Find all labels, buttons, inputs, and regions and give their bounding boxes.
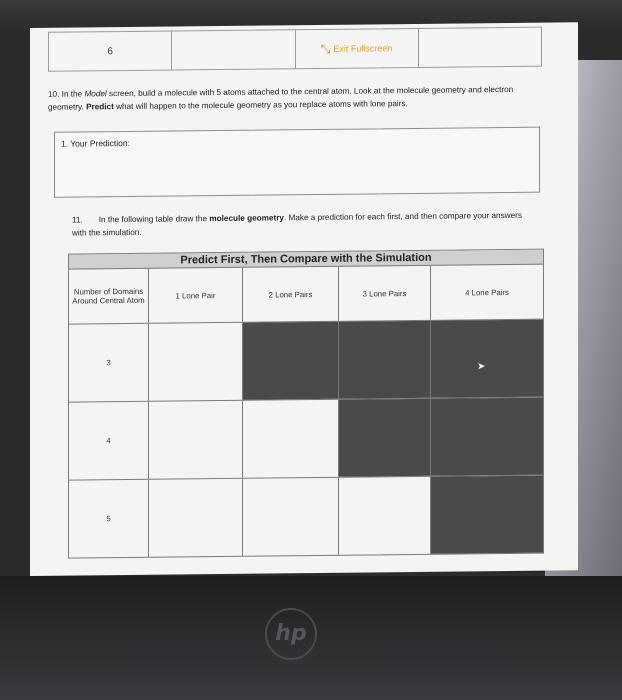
table-title: Predict First, Then Compare with the Simulation [69,250,543,270]
question-number: 10. [48,89,60,99]
answer-cell[interactable] [243,400,339,478]
exit-fullscreen-button[interactable] [296,29,419,68]
answer-cell[interactable] [431,320,543,398]
question-text: screen, build a molecule with 5 atoms attached to the central atom. Look at the molecule geometry and electron geometry. [48,84,514,112]
prediction-label: 1. Your Prediction: [61,137,130,149]
row-label: 4 [69,402,149,480]
question-text: what will happen to the molecule geometry as you replace atoms with lone pairs. [116,99,408,112]
answer-cell[interactable] [339,321,431,399]
answer-cell[interactable] [339,477,431,555]
column-header: Number of Domains Around Central Atom [69,269,149,324]
question-text: . Make a prediction for each first, and then compare your answers with the simulation. [72,210,522,238]
answer-cell[interactable] [243,322,339,400]
question-number: 11. [72,215,83,225]
table-row [69,476,543,558]
worksheet-screen [30,22,578,576]
geometry-table [68,249,544,559]
exit-fullscreen-icon: ⤡ [320,41,331,56]
column-header: 4 Lone Pairs [465,287,509,297]
question-text-emphasis: Model [84,89,107,99]
toolbar-cell [172,30,295,69]
row-label: 3 [69,324,149,402]
answer-cell[interactable] [431,476,543,554]
column-header: 1 Lone Pair [149,268,243,323]
answer-cell[interactable] [149,479,243,557]
column-header: 3 Lone Pairs [339,266,431,321]
question-11 [72,209,532,240]
mouse-cursor-icon: ➤ [477,361,486,373]
exit-fullscreen-label: Exit Fullscreen [333,43,393,54]
top-toolbar [48,27,542,72]
question-10 [48,83,518,114]
table-header-row [69,265,543,325]
answer-cell[interactable] [339,399,431,477]
answer-cell[interactable] [431,398,543,476]
question-text: In the following table draw the [98,214,208,225]
question-text-bold: molecule geometry [209,213,284,224]
hp-logo: hp [265,608,317,660]
table-row [69,320,543,403]
column-header: 2 Lone Pairs [243,267,339,322]
answer-cell[interactable] [149,323,243,401]
table-row [69,398,543,481]
page-number: 6 [49,32,172,71]
toolbar-cell [419,28,541,67]
answer-cell[interactable] [149,401,243,479]
prediction-input[interactable] [54,127,540,198]
question-text: In the [61,89,83,99]
answer-cell[interactable] [243,478,339,556]
question-text-bold: Predict [86,102,114,112]
row-label: 5 [69,480,149,558]
